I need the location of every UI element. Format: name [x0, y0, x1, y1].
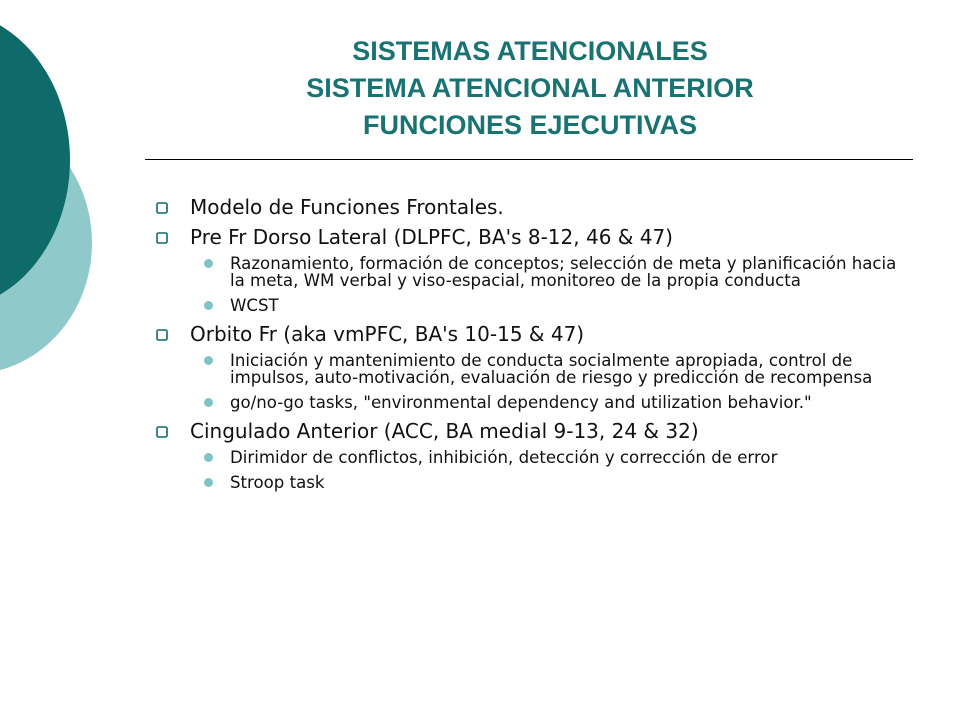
- dot-bullet-icon: [204, 301, 213, 310]
- bullet-text: Modelo de Funciones Frontales.: [190, 195, 504, 219]
- bullet-item: [156, 419, 901, 443]
- sub-bullet-text: WCST: [230, 296, 279, 315]
- square-bullet-icon: [156, 426, 168, 438]
- sub-bullet-text: Dirimidor de conflictos, inhibición, detección y corrección de error: [230, 448, 778, 467]
- sub-bullet-list: [156, 255, 901, 314]
- sub-bullet-text: Razonamiento, formación de conceptos; selección de meta y planificación hacia la meta, WM verbal y viso-espacial, monitoreo de la propia conducta: [230, 254, 897, 290]
- sub-bullet-text: Iniciación y mantenimiento de conducta socialmente apropiada, control de impulsos, auto-motivación, evaluación de riesgo y predicción de recompensa: [230, 351, 873, 387]
- sub-bullet-item: [156, 352, 901, 386]
- sub-bullet-list: [156, 449, 901, 491]
- title-divider: [145, 159, 913, 160]
- square-bullet-icon: [156, 329, 168, 341]
- title-line-1: SISTEMAS ATENCIONALES: [352, 36, 708, 66]
- bullet-item: [156, 225, 901, 249]
- title-line-2: SISTEMA ATENCIONAL ANTERIOR: [306, 73, 754, 103]
- sub-bullet-item: [156, 449, 901, 466]
- sub-bullet-item: [156, 255, 901, 289]
- dot-bullet-icon: [204, 259, 213, 268]
- sub-bullet-text: go/no-go tasks, "environmental dependency and utilization behavior.": [230, 393, 812, 412]
- title-line-3: FUNCIONES EJECUTIVAS: [362, 110, 698, 140]
- sub-bullet-item: [156, 474, 901, 491]
- decorative-circles: [0, 0, 120, 720]
- slide-title: [140, 33, 920, 144]
- dot-bullet-icon: [204, 398, 213, 407]
- dot-bullet-icon: [204, 453, 213, 462]
- sub-bullet-list: [156, 352, 901, 411]
- dot-bullet-icon: [204, 356, 213, 365]
- sub-bullet-text: Stroop task: [230, 473, 325, 492]
- square-bullet-icon: [156, 202, 168, 214]
- sub-bullet-item: [156, 297, 901, 314]
- bullet-text: Cingulado Anterior (ACC, BA medial 9-13, 24 & 32): [190, 419, 699, 443]
- sub-bullet-item: [156, 394, 901, 411]
- bullet-item: [156, 322, 901, 346]
- square-bullet-icon: [156, 232, 168, 244]
- bullet-text: Pre Fr Dorso Lateral (DLPFC, BA's 8-12, 46 & 47): [190, 225, 673, 249]
- dot-bullet-icon: [204, 478, 213, 487]
- bullet-item: [156, 195, 901, 219]
- bullet-list: [156, 195, 901, 499]
- bullet-text: Orbito Fr (aka vmPFC, BA's 10-15 & 47): [190, 322, 585, 346]
